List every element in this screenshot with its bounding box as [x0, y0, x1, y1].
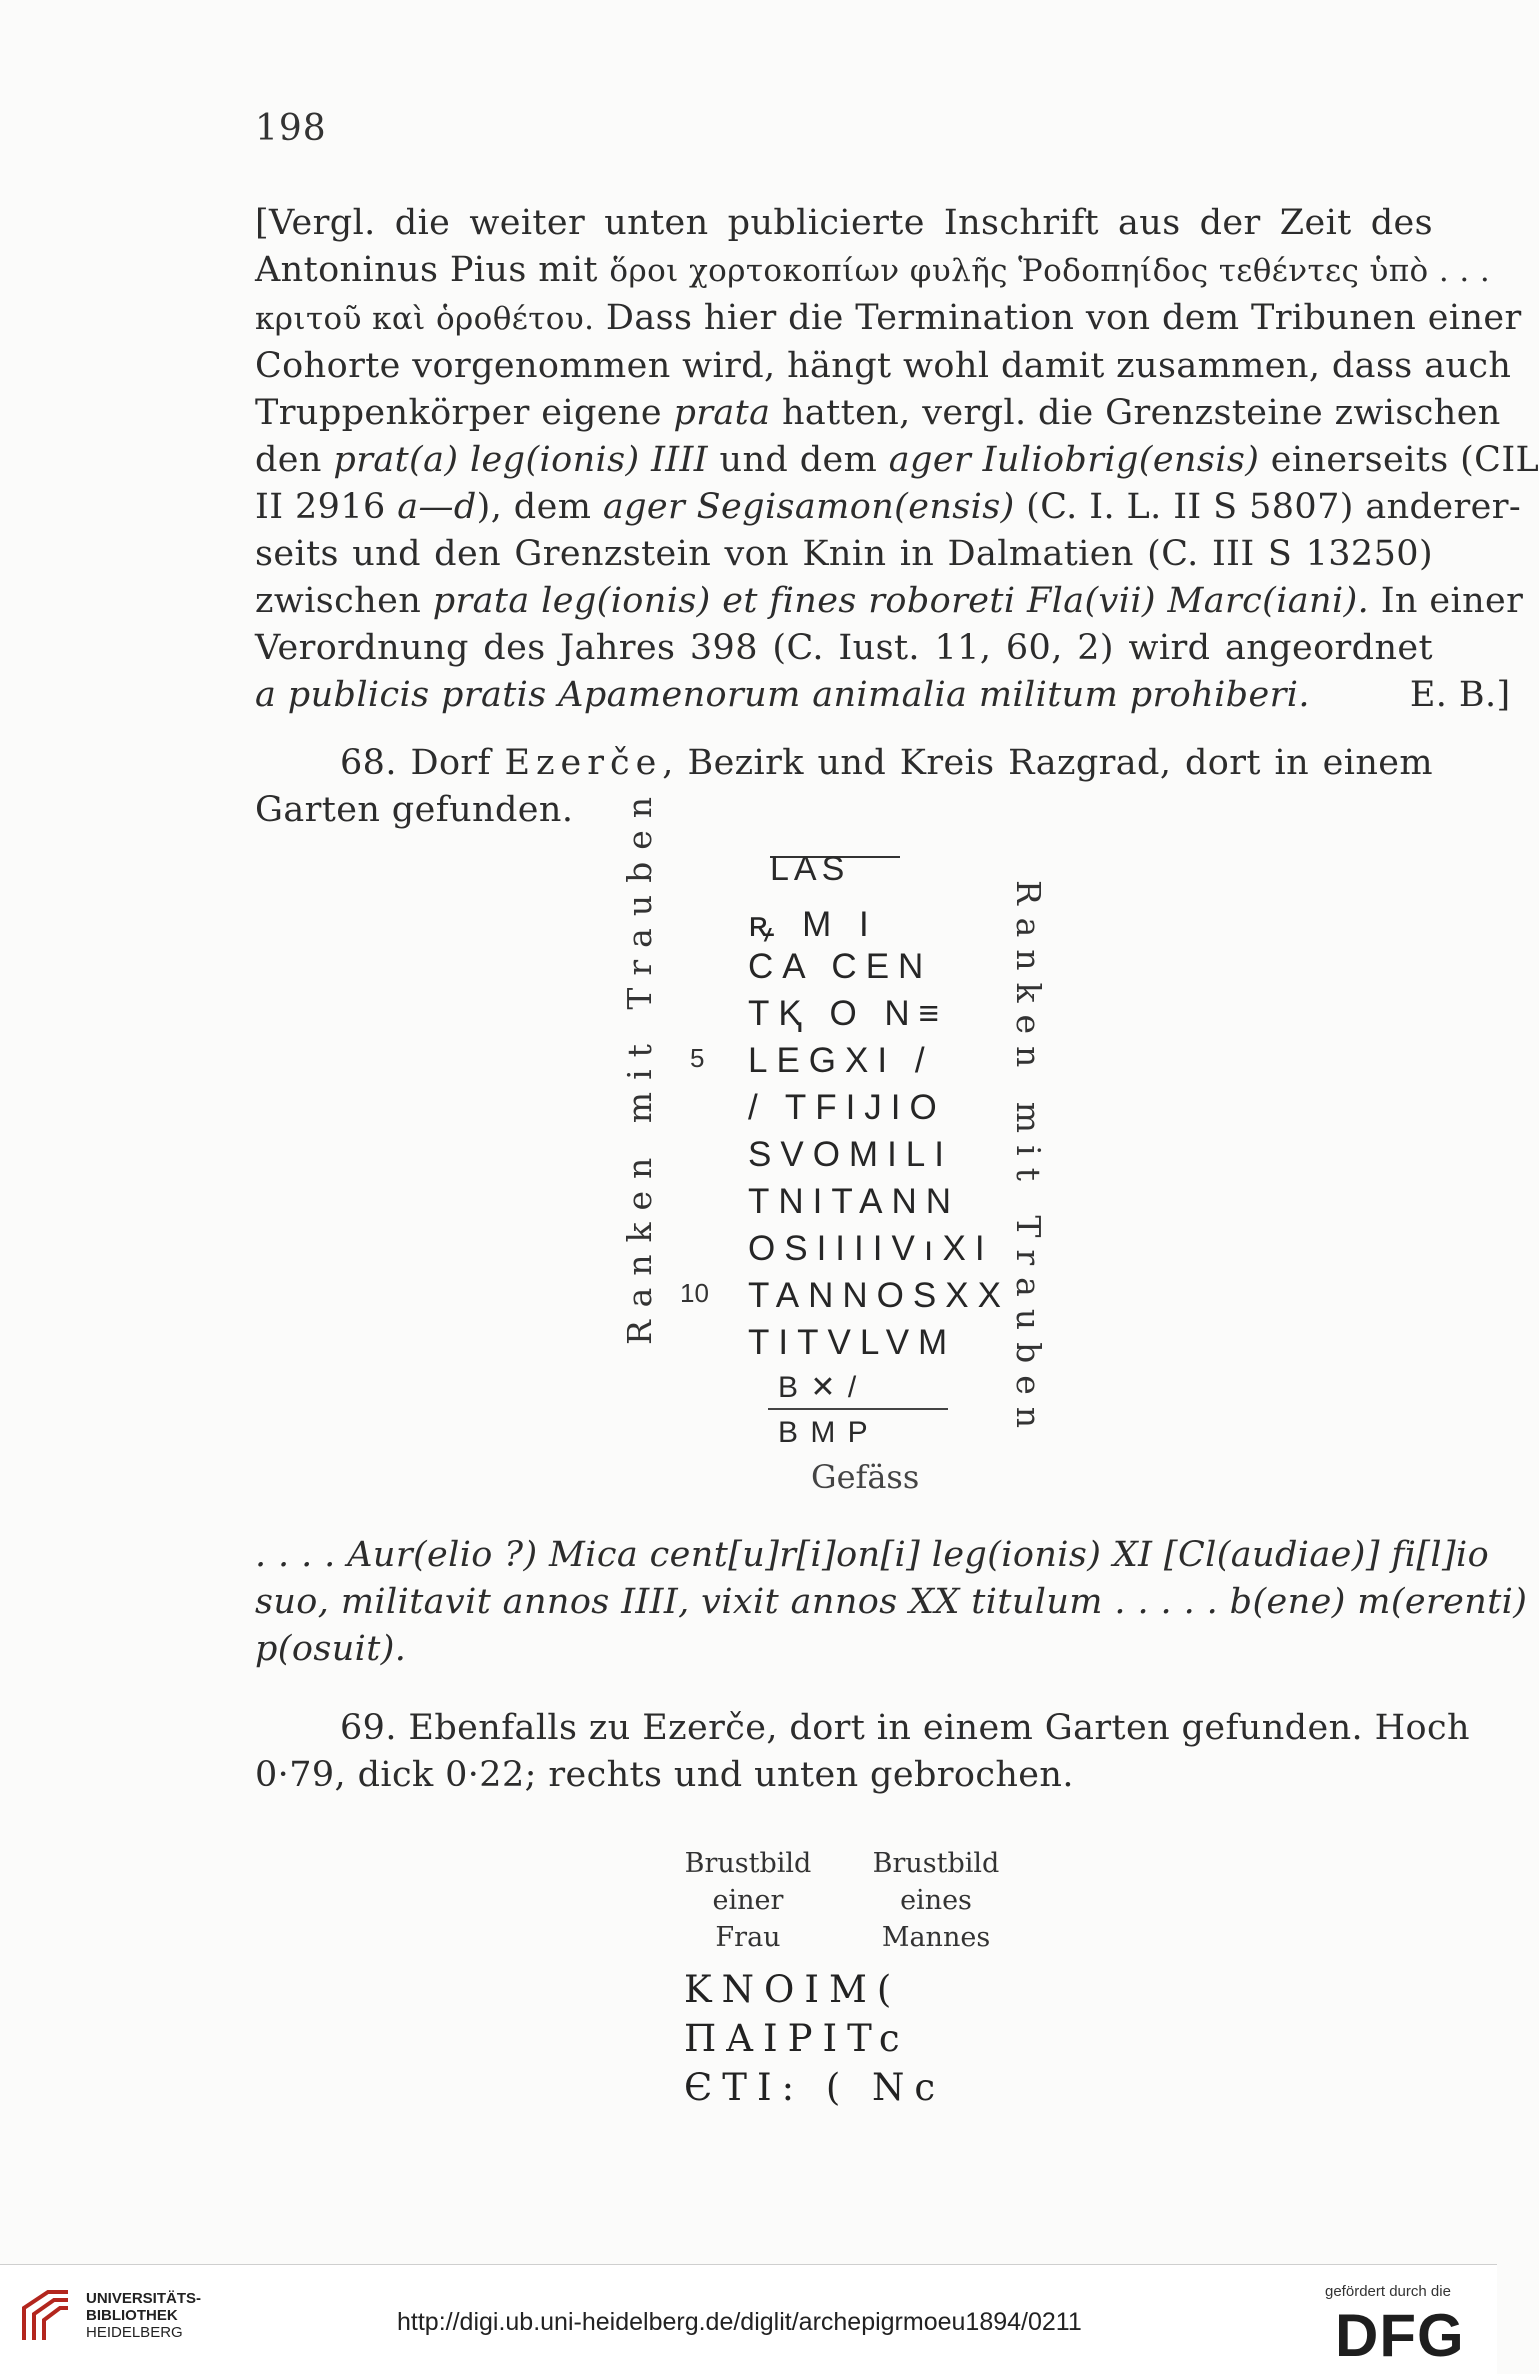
text-line: II 2916 a—d), dem ager Segisamon(ensis) (C. I. L. II S 5807) anderer- — [255, 487, 1522, 527]
inscription-line: SVOMILI — [748, 1135, 953, 1174]
text-line: Verordnung des Jahres 398 (C. Iust. 11, 60, 2) wird angeordnet — [255, 628, 1433, 668]
inscription-line: KNOIM( — [684, 1968, 902, 2011]
text-line: 69. Ebenfalls zu Ezerče, dort in einem Garten gefunden. Hoch — [340, 1708, 1470, 1748]
vessel-caption: Gefäss — [811, 1458, 920, 1496]
text-line: . . . . Aur(elio ?) Mica cent[u]r[i]on[i] leg(ionis) XI [Cl(audiae)] fi[l]io — [255, 1535, 1490, 1575]
transcription-68 — [255, 1532, 1528, 1673]
text-line: Garten gefunden. — [255, 790, 574, 830]
inscription-line: OSIIIIVıXI — [748, 1229, 994, 1268]
inscription-line: ꝶ M I — [748, 905, 878, 944]
inscription-line: B ✕ / — [778, 1371, 859, 1404]
side-note-left: Ranken mit Trauben — [620, 784, 659, 1345]
inscription-line: B M P — [778, 1416, 870, 1449]
text-line: den prat(a) leg(ionis) IIII und dem ager Iuliobrig(ensis) einerseits (CIL — [255, 440, 1539, 480]
greek-text: κριτοῦ καὶ ὁροθέτου. — [255, 301, 595, 337]
university-library-logo-icon — [18, 2288, 73, 2343]
text-line: seits und den Grenzstein von Knin in Dalmatien (C. III S 13250) — [255, 534, 1433, 574]
greek-text: ὅροι χορτοκοπίων φυλῆς Ῥοδοπηίδος τεθέντες ὑπὸ . . . — [609, 253, 1491, 289]
text-line: Cohorte vorgenommen wird, hängt wohl damit zusammen, dass auch — [255, 346, 1512, 386]
inscription-line: TANNOSXX — [748, 1276, 1010, 1315]
line-number: 5 — [690, 1043, 705, 1073]
text-line: 68. Dorf Ezerče, Bezirk und Kreis Razgrad, dort in einem — [340, 743, 1433, 783]
text-line: [Vergl. die weiter unten publicierte Inschrift aus der Zeit des — [255, 203, 1433, 243]
page-number: 198 — [255, 108, 327, 149]
bust-right-caption: Brustbild eines Mannes — [872, 1848, 1000, 1953]
divider-rule — [768, 1408, 948, 1410]
bust-left-caption: Brustbild einer Frau — [684, 1848, 812, 1953]
funding-caption: gefördert durch die — [1325, 2283, 1451, 2300]
text-line: Truppenkörper eigene prata hatten, vergl. die Grenzsteine zwischen — [255, 393, 1501, 433]
dfg-logo: DFG — [1335, 2302, 1465, 2369]
university-library-name: UNIVERSITÄTS- BIBLIOTHEK HEIDELBERG — [86, 2290, 202, 2341]
side-note-right: Ranken mit Trauben — [1009, 880, 1048, 1441]
line-number: 10 — [680, 1278, 709, 1308]
inscription-line: / TFIJIO — [748, 1088, 946, 1127]
inscription-line: TITVLVM — [748, 1323, 957, 1362]
text-line: κριτοῦ καὶ ὁροθέτου. Dass hier die Termination von dem Tribunen einer — [255, 298, 1522, 338]
entry-69-heading — [255, 1705, 1470, 1799]
text-line: p(osuit). — [255, 1629, 407, 1669]
text-line: a publicis pratis Apamenorum animalia militum prohiberi. E. B.] — [255, 675, 1511, 715]
inscription-line: ΠAIPITc — [684, 2017, 910, 2060]
inscription-line: TⱩ O N≡ — [748, 994, 949, 1033]
inscription-line: TNITANN — [748, 1182, 961, 1221]
text-line: Antoninus Pius mit ὅροι χορτοκοπίων φυλῆς Ῥοδοπηίδος τεθέντες ὑπὸ . . . — [255, 250, 1491, 290]
inscription-line: LEGXI / — [748, 1041, 934, 1080]
inscription-line: ЄTI: ( Nc — [684, 2066, 946, 2109]
text-line: zwischen prata leg(ionis) et fines roboreti Fla(vii) Marc(iani). In einer — [255, 581, 1524, 621]
entry-68-heading — [255, 740, 1433, 834]
commentary-paragraph — [255, 200, 1539, 719]
inscription-line: CA CEN — [748, 947, 933, 986]
text-line: 0·79, dick 0·22; rechts und unten gebrochen. — [255, 1755, 1074, 1795]
inscription-top-line: LAS — [770, 850, 850, 888]
source-url-link[interactable]: http://digi.ub.uni-heidelberg.de/diglit/archepigrmoeu1894/0211 — [397, 2308, 1082, 2336]
text-line: suo, militavit annos IIII, vixit annos XX titulum . . . . . b(ene) m(erenti) — [255, 1582, 1528, 1622]
